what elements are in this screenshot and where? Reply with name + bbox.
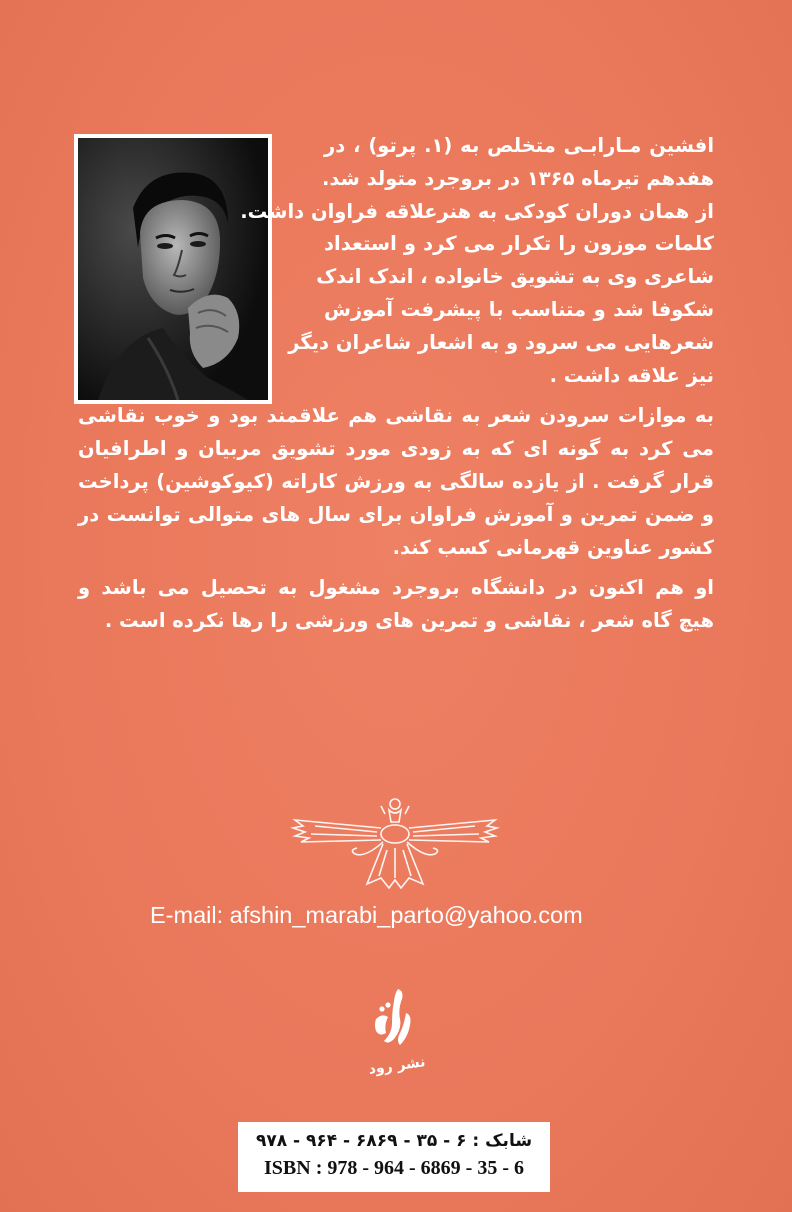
bio-line: هفدهم تیرماه ۱۳۶۵ در بروجرد متولد شد. [322,166,714,190]
bio-line: افشین مـارابـی متخلص به (۱. پرتو) ، در [324,134,715,157]
bio-line: و ضمن تمرین و آموزش فراوان برای سال های متوالی توانست در [78,502,714,526]
publisher-name: نشر رود [367,1054,427,1078]
faravahar-icon [285,792,505,892]
isbn-persian: شابک : ۶ - ۳۵ - ۶۸۶۹ - ۹۶۴ - ۹۷۸ [255,1131,533,1151]
isbn-english: ISBN : 978 - 964 - 6869 - 35 - 6 [264,1157,524,1179]
bio-line: هیچ گاه شعر ، نقاشی و تمرین های ورزشی را رها نکرده است . [104,609,714,633]
bio-line: شکوفا شد و متناسب با پیشرفت آموزش [324,297,714,321]
bio-line: کلمات موزون را تکرار می کرد و استعداد [324,232,714,256]
bio-line: او هم اکنون در دانشگاه بروجرد مشغول به تحصیل می باشد و [78,576,714,600]
bio-line: قرار گرفت . از یازده سالگی به ورزش کاراته (کیوکوشین) پرداخت [78,469,714,493]
publisher-logo-icon [354,985,434,1063]
author-biography [78,130,714,638]
bio-line: شاعری وی به تشویق خانواده ، اندک اندک [316,265,714,289]
bio-line: می کرد به گونه ای که به زودی مورد تشویق مربیان و اطرافیان [78,437,714,461]
bio-line: کشور عناوین قهرمانی کسب کند. [392,535,714,559]
bio-line: نیز علاقه داشت . [549,363,714,387]
bio-line: از همان دوران کودکی به هنرعلاقه فراوان داشت. [240,199,714,223]
bio-line: به موازات سرودن شعر به نقاشی هم علاقمند بود و خوب نقاشی [78,404,714,428]
author-email: E-mail: afshin_marabi_parto@yahoo.com [150,902,583,928]
isbn-box [238,1122,550,1192]
bio-line: شعرهایی می سرود و به اشعار شاعران دیگر [288,330,714,354]
